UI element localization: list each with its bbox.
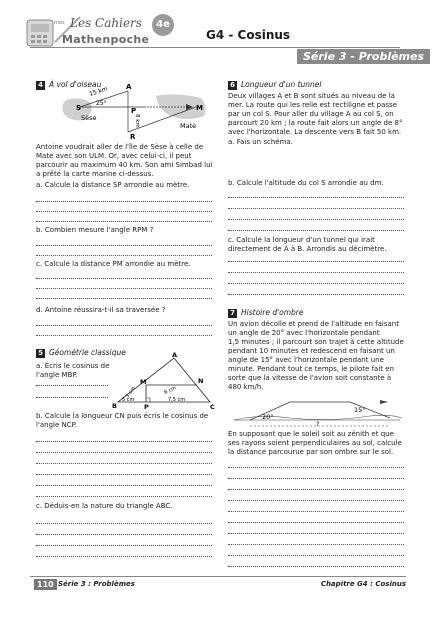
answer-line[interactable] (228, 271, 404, 273)
answer-line[interactable] (36, 440, 212, 442)
answer-line[interactable] (36, 484, 212, 486)
ex7-text-line: sorte que la vitesse de l'avion soit constante à (228, 374, 392, 382)
answer-line[interactable] (228, 207, 404, 209)
answer-line[interactable] (228, 229, 404, 231)
ex5-qa-angle: MBP (61, 371, 76, 379)
ex6-text-line: avec l'horizontale. La descente vers B fait 50 km. (228, 128, 402, 136)
ex6-text (228, 92, 406, 137)
answer-line[interactable] (228, 477, 404, 479)
ex4-fig-r: R (130, 133, 136, 141)
ex7-text-line: angle de 15° avec l'horizontale pendant une (228, 356, 384, 364)
ex6-question-b: b. Calcule l'altitude du col S arrondie au dm. (228, 179, 384, 187)
ex4-text-line: parcourir au maximum 40 km. Son ami Simbad lui (36, 161, 213, 169)
ex7-text2-line: ses rayons soient perpendiculaires au sol, calcule (228, 439, 402, 447)
ex5-fig-n: N (198, 377, 204, 385)
answer-line[interactable] (228, 466, 404, 468)
ex5-fig-mn: 6 cm (163, 385, 178, 396)
ex5-question-b (36, 412, 218, 430)
ex4-text-line: a prêté la carte marine ci-dessus. (36, 170, 154, 178)
ex7-text-line: minute. Pendant tout ce temps, le pilote fait en (228, 365, 394, 373)
answer-line[interactable] (36, 451, 212, 453)
answer-line[interactable] (228, 293, 404, 295)
ex4-title: À vol d'oiseau (49, 80, 102, 89)
ex6-qc-line1: c. Calcule la longueur d'un tunnel qui irait (228, 236, 375, 244)
answer-line[interactable] (36, 555, 212, 557)
ex4-fig-p: P (131, 107, 137, 115)
ex5-qa-pre: l'angle (36, 371, 60, 379)
footer-rule (30, 576, 406, 577)
ex4-qb-pre: b. Combien mesure l'angle (36, 226, 130, 234)
ex5-qb-post: . (74, 421, 78, 429)
answer-line[interactable] (36, 522, 212, 524)
footer-left: Série 3 : Problèmes (58, 580, 135, 588)
answer-line[interactable] (36, 334, 212, 336)
ex5-question-c: c. Déduis-en la nature du triangle ABC. (36, 502, 173, 510)
ex4-fig-s: S (76, 104, 82, 112)
page-number: 110 (34, 579, 57, 590)
ex6-text-line: par un col S. Pour aller du village A au col S, on (228, 110, 394, 118)
ex7-text (228, 320, 408, 392)
answer-line[interactable] (36, 210, 212, 212)
footer (30, 576, 406, 590)
ex7-text2-line: En supposant que le soleil soit au zénith et que (228, 430, 394, 438)
answer-line[interactable] (228, 196, 404, 198)
ex6-text-line: mer. La route qui les relie est rectiligne et passe (228, 101, 397, 109)
answer-line[interactable] (228, 499, 404, 501)
ex5-qb-line2 (36, 421, 218, 430)
ex7-fig-angle2: 15° (354, 406, 366, 414)
answer-line[interactable] (36, 396, 108, 398)
answer-line[interactable] (228, 282, 404, 284)
ex5-title: Géométrie classique (49, 348, 126, 357)
answer-line[interactable] (36, 254, 212, 256)
answer-line[interactable] (228, 488, 404, 490)
ex5-qb-pre: l'angle (36, 421, 60, 429)
ex5-fig-p: P (144, 403, 149, 411)
ex4-fig-mate: Mate (180, 122, 197, 130)
ex7-fig-question: ? (316, 420, 320, 428)
logo-top: Les Cahiers (70, 16, 142, 30)
ex5-fig-pc: 7,5 cm (168, 397, 186, 403)
ex7-flight-figure (230, 394, 406, 428)
logo-grade: 4e (156, 19, 170, 30)
ex5-fig-b: B (112, 402, 117, 410)
ex5-fig-c: C (210, 403, 215, 411)
answer-line[interactable] (228, 532, 404, 534)
ex4-question-c: c. Calcule la distance PM arrondie au mètre. (36, 260, 191, 268)
answer-line[interactable] (228, 510, 404, 512)
ex6-text-line: parcourt 20 km ; la route fait alors un angle de 8° (228, 119, 403, 127)
answer-line[interactable] (36, 473, 212, 475)
ex6-question-a: a. Fais un schéma. (228, 138, 293, 146)
ex4-fig-sese: Sèse (81, 114, 97, 122)
answer-line[interactable] (228, 543, 404, 545)
answer-line[interactable] (228, 260, 404, 262)
ex5-qa-line1: a. Écris le cosinus de (36, 362, 110, 370)
ex7-title: Histoire d'ombre (241, 308, 304, 317)
ex7-text2-line: la distance parcourue par son ombre sur le sol. (228, 448, 394, 456)
answer-line[interactable] (36, 200, 212, 202)
ex7-text2 (228, 430, 408, 457)
ex6-question-c (228, 236, 408, 254)
answer-line[interactable] (228, 565, 404, 567)
ex4-fig-a: A (126, 83, 132, 91)
answer-line[interactable] (36, 533, 212, 535)
ex6-text-line: Deux villages A et B sont situés au niveau de la (228, 92, 395, 100)
header (0, 0, 435, 70)
ex5-fig-bp: 5 cm (122, 397, 135, 403)
ex4-question-d: d. Antoine réussira-t-il sa traversée ? (36, 306, 166, 314)
answer-line[interactable] (228, 554, 404, 556)
ex4-question-a: a. Calcule la distance SP arrondie au mètre. (36, 181, 190, 189)
answer-line[interactable] (36, 220, 212, 222)
answer-line[interactable] (36, 462, 212, 464)
ex5-qb-angle: NCP (61, 421, 75, 429)
ex4-text (36, 143, 216, 179)
logo-bottom: Mathenpoche (62, 33, 150, 46)
ex4-qb-angle: RPM (132, 226, 148, 234)
answer-line[interactable] (36, 384, 108, 386)
ex4-fig-angle: 25° (96, 100, 107, 107)
answer-line[interactable] (36, 495, 212, 497)
header-rule (30, 47, 400, 48)
answer-line[interactable] (228, 218, 404, 220)
answer-line[interactable] (228, 521, 404, 523)
ex6-number: 6 (228, 81, 237, 90)
ex7-text-line: 1,5 minutes ; il parcourt son trajet à cette altitude (228, 338, 404, 346)
ex4-number: 4 (36, 81, 45, 90)
ex5-number: 5 (36, 349, 45, 358)
answer-line[interactable] (36, 297, 212, 299)
ex4-qb-post: ? (149, 226, 154, 234)
answer-line[interactable] (36, 544, 212, 546)
ex4-question-b (36, 226, 153, 235)
ex7-number: 7 (228, 309, 237, 318)
ex5-qa-post: . (75, 371, 78, 379)
ex7-text-line: un angle de 20° avec l'horizontale pendant (228, 329, 380, 337)
ex4-fig-dist2: 8 km (134, 114, 140, 128)
ex4-fig-m: M (196, 104, 203, 112)
answer-line[interactable] (36, 324, 212, 326)
ex5-fig-bm: 3 cm (124, 385, 137, 400)
ex7-fig-angle1: 20° (262, 413, 274, 421)
ex5-qb-line1: b. Calcule la longueur CN puis écris le cosinus de (36, 412, 209, 420)
ex7-heading (228, 308, 304, 318)
logo-small: mes (54, 20, 65, 26)
ex4-fig-dist: 15 km (88, 85, 109, 98)
answer-line[interactable] (36, 277, 212, 279)
ex5-fig-m: M (140, 378, 147, 386)
footer-right: Chapitre G4 : Cosinus (320, 580, 406, 588)
answer-line[interactable] (36, 287, 212, 289)
ex6-heading (228, 80, 321, 90)
ex5-fig-a: A (172, 351, 178, 359)
answer-line[interactable] (36, 244, 212, 246)
ex7-text-line: Un avion décolle et prend de l'altitude en faisant (228, 320, 399, 328)
ex7-text-line: pendant 10 minutes et redescend en faisant un (228, 347, 395, 355)
page-title: G4 - Cosinus (206, 28, 291, 42)
ex6-qc-line2: directement de A à B. Arrondis au décimètre. (228, 245, 387, 253)
ex5-triangle-figure (110, 352, 216, 410)
ex6-title: Longueur d'un tunnel (241, 80, 322, 89)
logo-grade-badge (152, 14, 174, 36)
serie-badge: Série 3 - Problèmes (297, 49, 430, 64)
ex4-text-line: Antoine voudrait aller de l'île de Sèse à celle de (36, 143, 204, 151)
ex4-text-line: Mate avec son ULM. Or, avec celui-ci, il peut (36, 152, 192, 160)
ex7-text-line: 480 km/h. (228, 383, 264, 391)
